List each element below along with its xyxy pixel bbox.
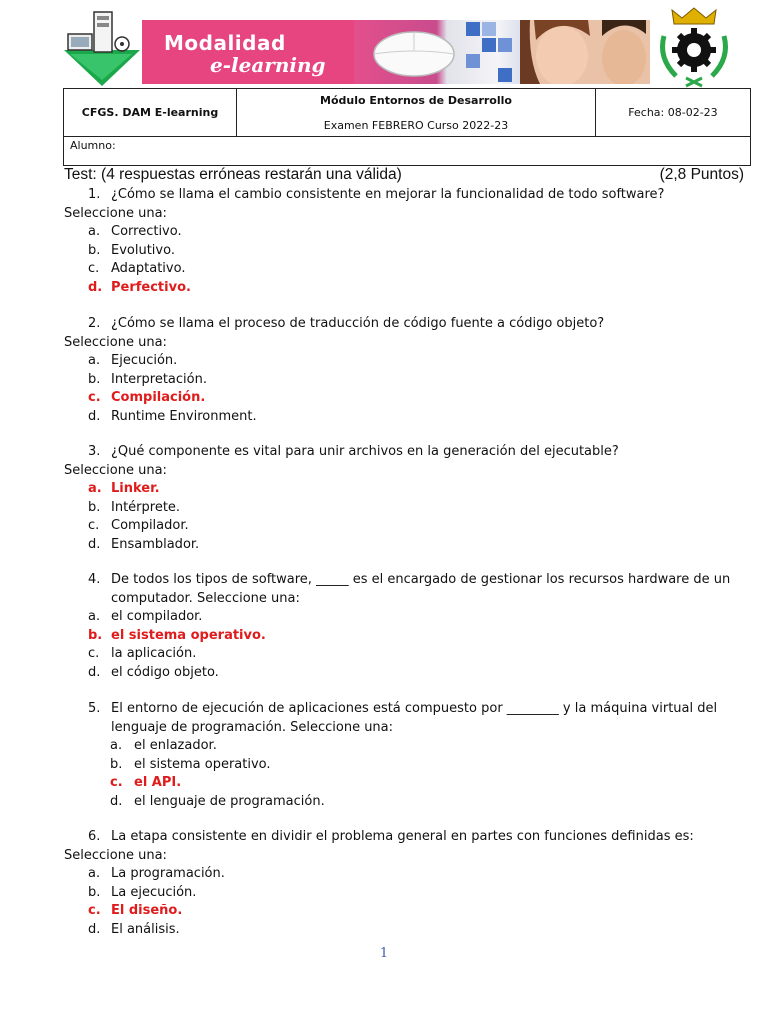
date-cell: Fecha: 08-02-23 — [596, 89, 751, 137]
select-label: Seleccione una: — [64, 847, 167, 863]
question-text: 3. ¿Qué componente es vital para unir archivos en la generación del ejecutable? — [64, 443, 744, 462]
question-3 — [64, 443, 744, 555]
elearning-banner — [142, 20, 650, 84]
option-d[interactable]: d. el lenguaje de programación. — [110, 793, 325, 809]
option-c[interactable]: c. Adaptativo. — [88, 261, 186, 277]
option-a[interactable]: a. Correctivo. — [88, 224, 182, 240]
option-b[interactable]: b. Interpretación. — [88, 371, 207, 387]
question-2 — [64, 315, 744, 427]
select-label: Seleccione una: — [64, 334, 167, 350]
option-b[interactable]: b. La ejecución. — [88, 884, 197, 900]
option-c[interactable]: c. la aplicación. — [88, 646, 197, 662]
option-a[interactable]: a. el compilador. — [88, 609, 203, 625]
question-text: 5. El entorno de ejecución de aplicaciones está compuesto por ________ y la máquina virtual del — [64, 700, 744, 719]
option-a[interactable]: a. el enlazador. — [110, 738, 217, 754]
question-5 — [64, 700, 744, 812]
students-photo — [520, 20, 650, 84]
option-d[interactable]: d. el código objeto. — [88, 664, 219, 680]
option-c[interactable]: c. Compilador. — [88, 518, 189, 534]
option-b[interactable]: b. Intérprete. — [88, 499, 181, 515]
question-number: 1. — [88, 187, 101, 202]
option-d[interactable]: d. El análisis. — [88, 921, 180, 937]
option-b-correct[interactable]: b. el sistema operativo. — [88, 627, 266, 643]
option-c-correct[interactable]: c. El diseño. — [88, 903, 183, 919]
question-text: 4. De todos los tipos de software, _____ es el encargado de gestionar los recursos hardware de un — [64, 571, 744, 590]
question-text: 1. ¿Cómo se llama el cambio consistente en mejorar la funcionalidad de todo software? — [64, 186, 744, 205]
exam-session: Examen FEBRERO Curso 2022-23 — [323, 118, 509, 132]
question-number: 4. — [88, 572, 101, 587]
option-a[interactable]: a. Ejecución. — [88, 353, 178, 369]
banner-title: Modalidad — [164, 31, 286, 55]
select-label: Seleccione una: — [64, 205, 167, 221]
test-instructions: Test: (4 respuestas erróneas restarán una válida) — [64, 166, 402, 183]
mouse-image — [356, 20, 516, 84]
crest-gear-logo — [652, 6, 736, 88]
option-d[interactable]: d. Runtime Environment. — [88, 408, 257, 424]
banner-subtitle: e-learning — [210, 53, 326, 77]
question-text: 2. ¿Cómo se llama el proceso de traducción de código fuente a código objeto? — [64, 315, 744, 334]
option-c-correct[interactable]: c. Compilación. — [88, 390, 206, 406]
question-number: 3. — [88, 444, 101, 459]
select-label: Seleccione una: — [64, 462, 167, 478]
question-text: 6. La etapa consistente en dividir el problema general en partes con funciones definidas es: — [64, 828, 744, 847]
module-title: Módulo Entornos de Desarrollo — [320, 93, 512, 107]
option-b[interactable]: b. el sistema operativo. — [110, 756, 271, 772]
school-logo-left — [62, 10, 142, 88]
question-4 — [64, 571, 744, 683]
test-points: (2,8 Puntos) — [659, 166, 744, 183]
question-text-continued: lenguaje de programación. Seleccione una: — [111, 719, 394, 735]
question-text-continued: computador. Seleccione una: — [111, 590, 300, 606]
question-6 — [64, 828, 744, 940]
option-a[interactable]: a. La programación. — [88, 866, 225, 882]
option-d-correct[interactable]: d. Perfectivo. — [88, 279, 191, 295]
page-number: 1 — [379, 946, 389, 961]
question-1 — [64, 186, 744, 298]
question-number: 2. — [88, 316, 101, 331]
option-b[interactable]: b. Evolutivo. — [88, 242, 175, 258]
option-c-correct[interactable]: c. el API. — [110, 775, 182, 791]
question-number: 5. — [88, 701, 101, 716]
test-heading — [64, 166, 744, 184]
option-d[interactable]: d. Ensamblador. — [88, 536, 200, 552]
module-cell — [237, 89, 596, 137]
exam-info-table — [63, 88, 751, 166]
student-name-field[interactable]: Alumno: — [64, 137, 751, 166]
course-cell: CFGS. DAM E-learning — [64, 89, 237, 137]
question-number: 6. — [88, 829, 101, 844]
option-a-correct[interactable]: a. Linker. — [88, 481, 160, 497]
